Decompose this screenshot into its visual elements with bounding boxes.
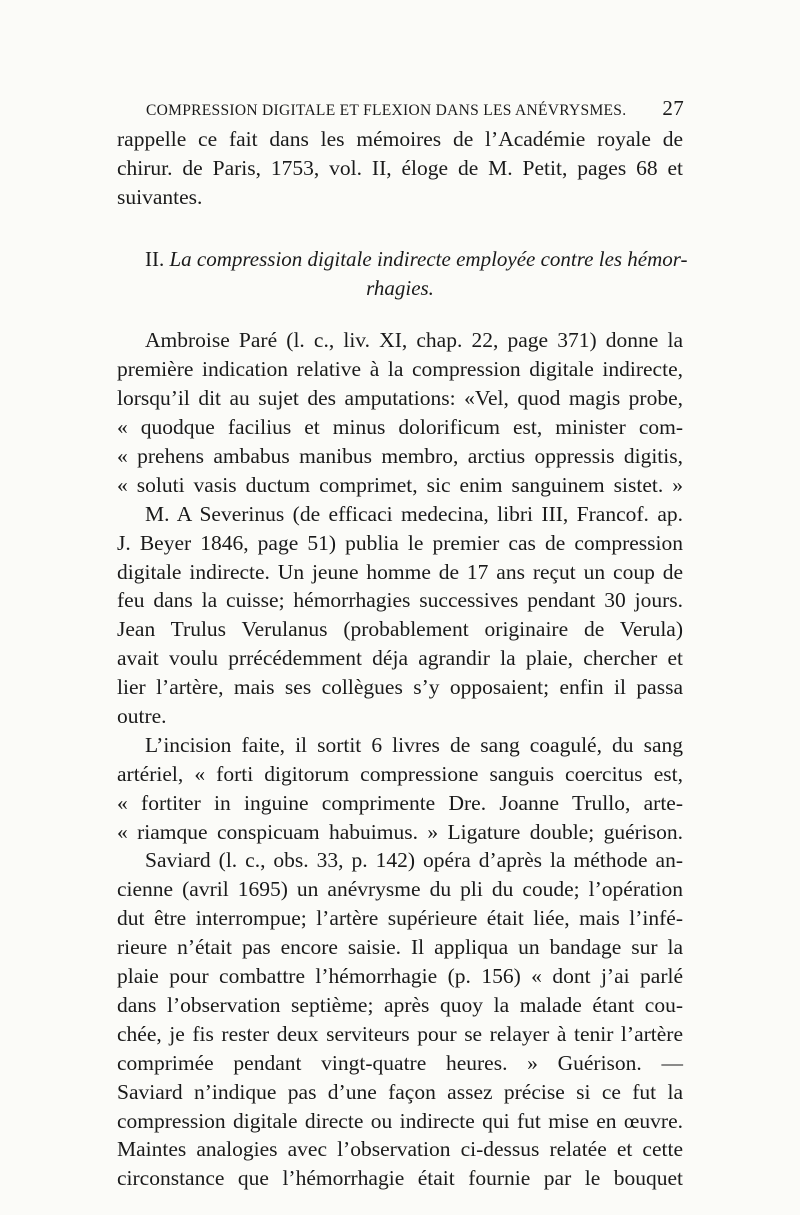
text-line: plaie pour combattre l’hémorrhagie (p. 156) « dont j’ai parlé [117, 964, 683, 989]
text-line: M. A Severinus (de efficaci medecina, libri III, Francof. ap. [145, 501, 683, 526]
text-line: suivantes. [117, 184, 203, 209]
paragraph-5 [117, 846, 683, 1193]
paragraph-1 [117, 125, 683, 212]
body-text [117, 125, 688, 1193]
text-line: Jean Trulus Verulanus (probablement originaire de Verula) [117, 617, 683, 642]
text-line: chirur. de Paris, 1753, vol. II, éloge de M. Petit, pages 68 et [117, 155, 683, 180]
section-number: II. [145, 246, 165, 271]
text-line: « riamque conspicuam habuimus. » Ligature double; guérison. [117, 819, 683, 844]
text-line: avait voulu prrécédemment déja agrandir la plaie, chercher et [117, 646, 683, 671]
text-line: Saviard n’indique pas d’une façon assez précise si ce fut la [117, 1079, 683, 1104]
text-line: comprimée pendant vingt-quatre heures. » Guérison. — [117, 1050, 683, 1075]
text-line: dans l’observation septième; après quoy la malade étant cou- [117, 992, 683, 1017]
text-line: Maintes analogies avec l’observation ci-dessus relatée et cette [117, 1137, 683, 1162]
text-line: lier l’artère, mais ses collègues s’y opposaient; enfin il passa [117, 675, 683, 700]
text-line: Ambroise Paré (l. c., liv. XI, chap. 22, page 371) donne la [145, 328, 683, 353]
text-line: « soluti vasis ductum comprimet, sic enim sanguinem sistet. » [117, 472, 683, 497]
section-heading-line-1 [117, 245, 688, 274]
text-line: Saviard (l. c., obs. 33, p. 142) opéra d’après la méthode an- [145, 848, 683, 873]
text-line: rieure n’était pas encore saisie. Il appliqua un bandage sur la [117, 935, 683, 960]
running-header [146, 96, 684, 121]
page-number: 27 [662, 96, 684, 120]
text-line: rappelle ce fait dans les mémoires de l’Académie royale de [117, 127, 683, 151]
text-line: dut être interrompue; l’artère supérieure était liée, mais l’infé- [117, 906, 683, 931]
text-line: feu dans la cuisse; hémorrhagies successives pendant 30 jours. [117, 588, 683, 613]
section-heading-line-2: rhagies. [366, 275, 434, 300]
text-line: digitale indirecte. Un jeune homme de 17 ans reçut un coup de [117, 559, 683, 584]
text-line: « prehens ambabus manibus membro, arctius oppressis digitis, [117, 444, 683, 469]
paragraph-3 [117, 500, 683, 731]
text-line: outre. [117, 704, 167, 729]
running-title: COMPRESSION DIGITALE ET FLEXION DANS LES ANÉVRYSMES. [146, 102, 627, 119]
text-line: circonstance que l’hémorrhagie était fournie par le bouquet [117, 1166, 683, 1191]
paragraph-4 [117, 731, 683, 847]
text-line: compression digitale directe ou indirecte qui fut mise en œuvre. [117, 1108, 683, 1133]
text-line: « quodque facilius et minus dolorificum est, minister com- [117, 415, 683, 440]
text-line: L’incision faite, il sortit 6 livres de sang coagulé, du sang [145, 732, 683, 757]
text-line: artériel, « forti digitorum compressione sanguis coercitus est, [117, 761, 683, 786]
text-line: chée, je fis rester deux serviteurs pour se relayer à tenir l’artère [117, 1021, 683, 1046]
text-line: lorsqu’il dit au sujet des amputations: «Vel, quod magis probe, [117, 386, 683, 411]
text-line: J. Beyer 1846, page 51) publia le premier cas de compression [117, 530, 683, 555]
text-line: cienne (avril 1695) un anévrysme du pli du coude; l’opération [117, 877, 683, 902]
spacer [117, 212, 683, 245]
section-heading [117, 245, 688, 303]
section-title: La compression digitale indirecte employée contre les hémor- [169, 246, 688, 271]
paragraph-2 [117, 326, 683, 499]
text-line: « fortiter in inguine comprimente Dre. Joanne Trullo, arte- [117, 790, 683, 815]
spacer [117, 302, 683, 326]
text-line: première indication relative à la compression digitale indirecte, [117, 357, 683, 382]
